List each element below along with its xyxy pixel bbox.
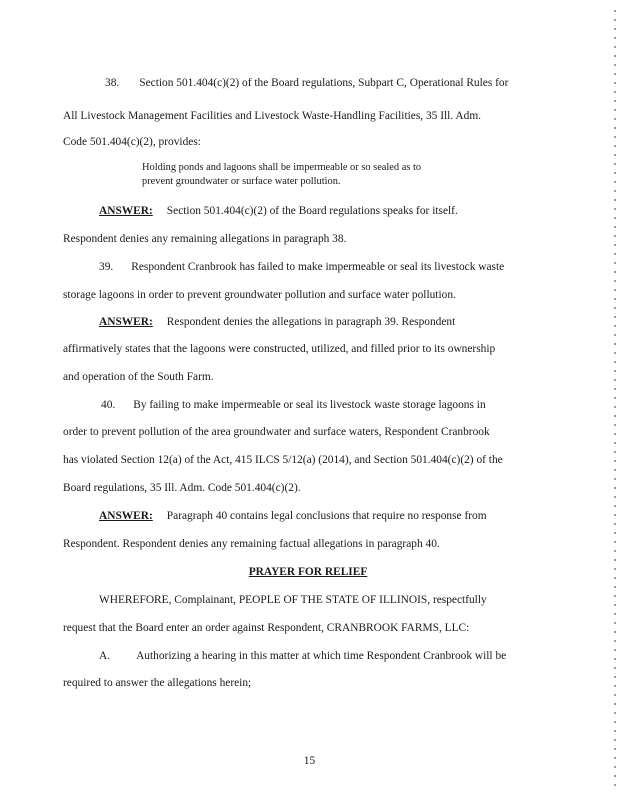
para-39-answer-text: Respondent denies the allegations in paragraph 39. Respondent (166, 316, 456, 328)
para-39-answer-line-2: affirmatively states that the lagoons were constructed, utilized, and filled prior to its ownership (63, 343, 496, 355)
prayer-item-a-line-1 (63, 649, 553, 663)
para-40-number: 40. (101, 399, 116, 411)
para-38-line-1 (63, 76, 553, 90)
para-40-answer-line-1 (63, 509, 553, 523)
para-40-line-3: has violated Section 12(a) of the Act, 415 ILCS 5/12(a) (2014), and Section 501.404(c)(2) of the (63, 454, 503, 466)
para-38-line-3: Code 501.404(c)(2), provides: (63, 136, 201, 148)
para-38-text-1: Section 501.404(c)(2) of the Board regulations, Subpart C, Operational Rules for (139, 77, 509, 89)
prayer-text-1: WHEREFORE, Complainant, PEOPLE OF THE STATE OF ILLINOIS, respectfully (99, 594, 487, 606)
prayer-heading-row (63, 565, 553, 579)
para-40-line-1 (63, 398, 553, 412)
prayer-line-2: request that the Board enter an order against Respondent, CRANBROOK FARMS, LLC: (63, 622, 470, 634)
section-heading: PRAYER FOR RELIEF (248, 566, 368, 578)
para-39-line-1 (63, 260, 553, 274)
answer-label: ANSWER: (99, 316, 153, 328)
para-40-line-2: order to prevent pollution of the area groundwater and surface waters, Respondent Cranbrook (63, 426, 490, 438)
para-38-answer-line-2: Respondent denies any remaining allegations in paragraph 38. (63, 233, 347, 245)
para-40-line-4: Board regulations, 35 Ill. Adm. Code 501.404(c)(2). (63, 482, 301, 494)
item-a-text-1: Authorizing a hearing in this matter at which time Respondent Cranbrook will be (136, 650, 507, 662)
para-38-line-2: All Livestock Management Facilities and Livestock Waste-Handling Facilities, 35 Ill. Adm. (63, 110, 482, 122)
para-39-line-2: storage lagoons in order to prevent groundwater pollution and surface water pollution. (63, 289, 456, 301)
answer-label: ANSWER: (99, 510, 153, 522)
answer-label: ANSWER: (99, 205, 153, 217)
para-39-answer-line-1 (63, 315, 553, 329)
block-quote-line-1: Holding ponds and lagoons shall be impermeable or so sealed as to (142, 162, 422, 173)
prayer-line-1 (63, 593, 553, 607)
para-40-answer-text: Paragraph 40 contains legal conclusions that require no response from (166, 510, 487, 522)
para-39-number: 39. (99, 261, 114, 273)
para-40-text-1: By failing to make impermeable or seal its livestock waste storage lagoons in (133, 399, 486, 411)
para-38-answer-text: Section 501.404(c)(2) of the Board regulations speaks for itself. (166, 205, 458, 217)
page-number: 15 (303, 755, 316, 767)
prayer-item-a-line-2: required to answer the allegations herein; (63, 677, 252, 689)
scan-edge-artifact (614, 10, 616, 790)
para-39-text-1: Respondent Cranbrook has failed to make impermeable or seal its livestock waste (131, 261, 505, 273)
block-quote-line-2: prevent groundwater or surface water pollution. (142, 176, 341, 187)
para-40-answer-line-2: Respondent. Respondent denies any remaining factual allegations in paragraph 40. (63, 538, 440, 550)
item-a-label: A. (99, 650, 111, 662)
para-38-answer-line-1 (63, 204, 553, 218)
para-39-answer-line-3: and operation of the South Farm. (63, 371, 214, 383)
para-38-number: 38. (105, 77, 120, 89)
